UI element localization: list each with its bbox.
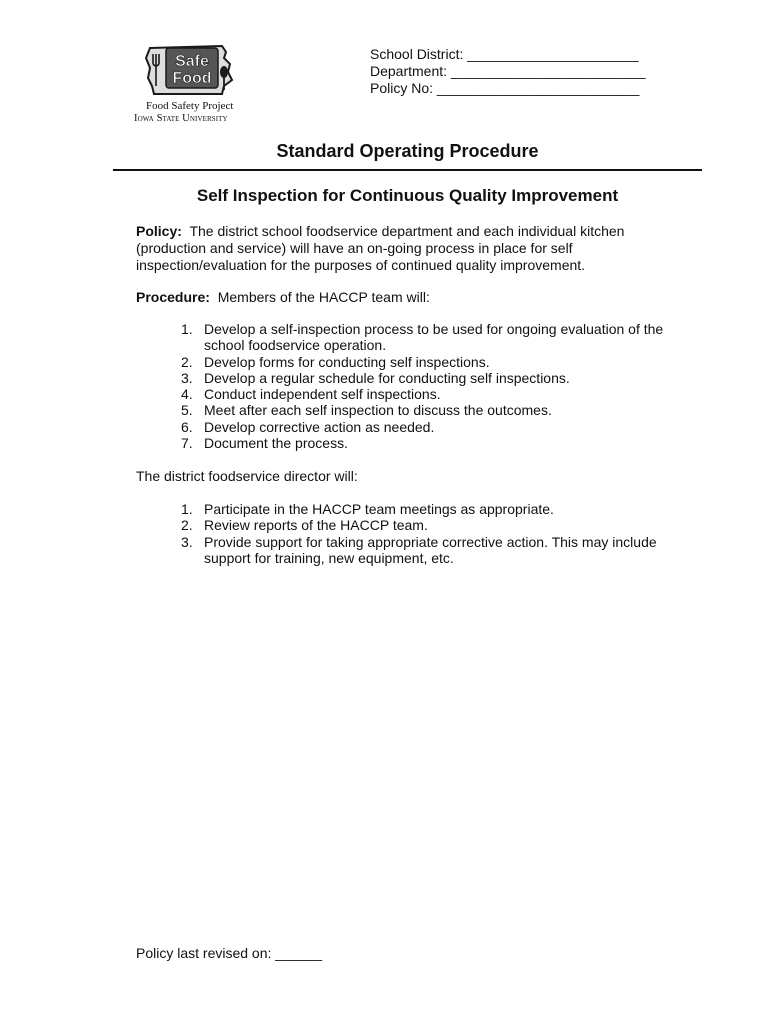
- policy-label: Policy:: [136, 223, 182, 239]
- iowa-state-logo-graphic: [144, 42, 236, 98]
- procedure-paragraph: [136, 289, 676, 306]
- policy-no-field[interactable]: Policy No: __________________________: [370, 80, 640, 96]
- procedure-text: Members of the HACCP team will:: [217, 289, 430, 305]
- title-divider: [113, 169, 702, 171]
- school-district-field[interactable]: School District: ______________________: [370, 46, 639, 62]
- svg-text:Food: Food: [172, 70, 212, 87]
- list-item: 1. Participate in the HACCP team meetings as appropriate.: [181, 501, 554, 517]
- list-item: 7. Document the process.: [181, 435, 348, 452]
- document-subtitle: Self Inspection for Continuous Quality Improvement: [196, 186, 619, 205]
- policy-paragraph: [136, 223, 676, 274]
- svg-text:Safe: Safe: [175, 53, 209, 70]
- spoon-icon: [220, 66, 228, 78]
- list-item: 2. Review reports of the HACCP team.: [181, 517, 428, 534]
- director-intro: The district foodservice director will:: [136, 468, 358, 484]
- procedure-steps-list: [181, 321, 681, 451]
- logo-org-line1: Food Safety Project: [146, 100, 234, 112]
- logo-org-line2: Iowa State University: [134, 113, 228, 124]
- policy-revised-field[interactable]: Policy last revised on: ______: [136, 945, 322, 961]
- department-field[interactable]: Department: _________________________: [370, 63, 646, 79]
- document-title: Standard Operating Procedure: [276, 141, 539, 161]
- procedure-label: Procedure:: [136, 289, 210, 305]
- list-item: 5. Meet after each self inspection to discuss the outcomes.: [181, 402, 552, 419]
- list-item: 1. Develop a self-inspection process to be used for ongoing evaluation of the school foodservice operation.: [181, 321, 664, 354]
- header-fields: [370, 46, 646, 97]
- list-item: 6. Develop corrective action as needed.: [181, 418, 435, 435]
- list-item: 3. Develop a regular schedule for conducting self inspections.: [181, 369, 570, 386]
- list-item: 2. Develop forms for conducting self inspections.: [181, 353, 490, 370]
- director-steps-list: [181, 501, 681, 566]
- list-item: 3. Provide support for taking appropriate corrective action. This may include support for training, new equipment, etc.: [181, 533, 657, 566]
- policy-text: The district school foodservice department and each individual kitchen (production and service) will have an on-going process in place for self inspection/evaluation for the purposes of continued quality improvement.: [136, 223, 625, 273]
- list-item: 4. Conduct independent self inspections.: [181, 386, 441, 403]
